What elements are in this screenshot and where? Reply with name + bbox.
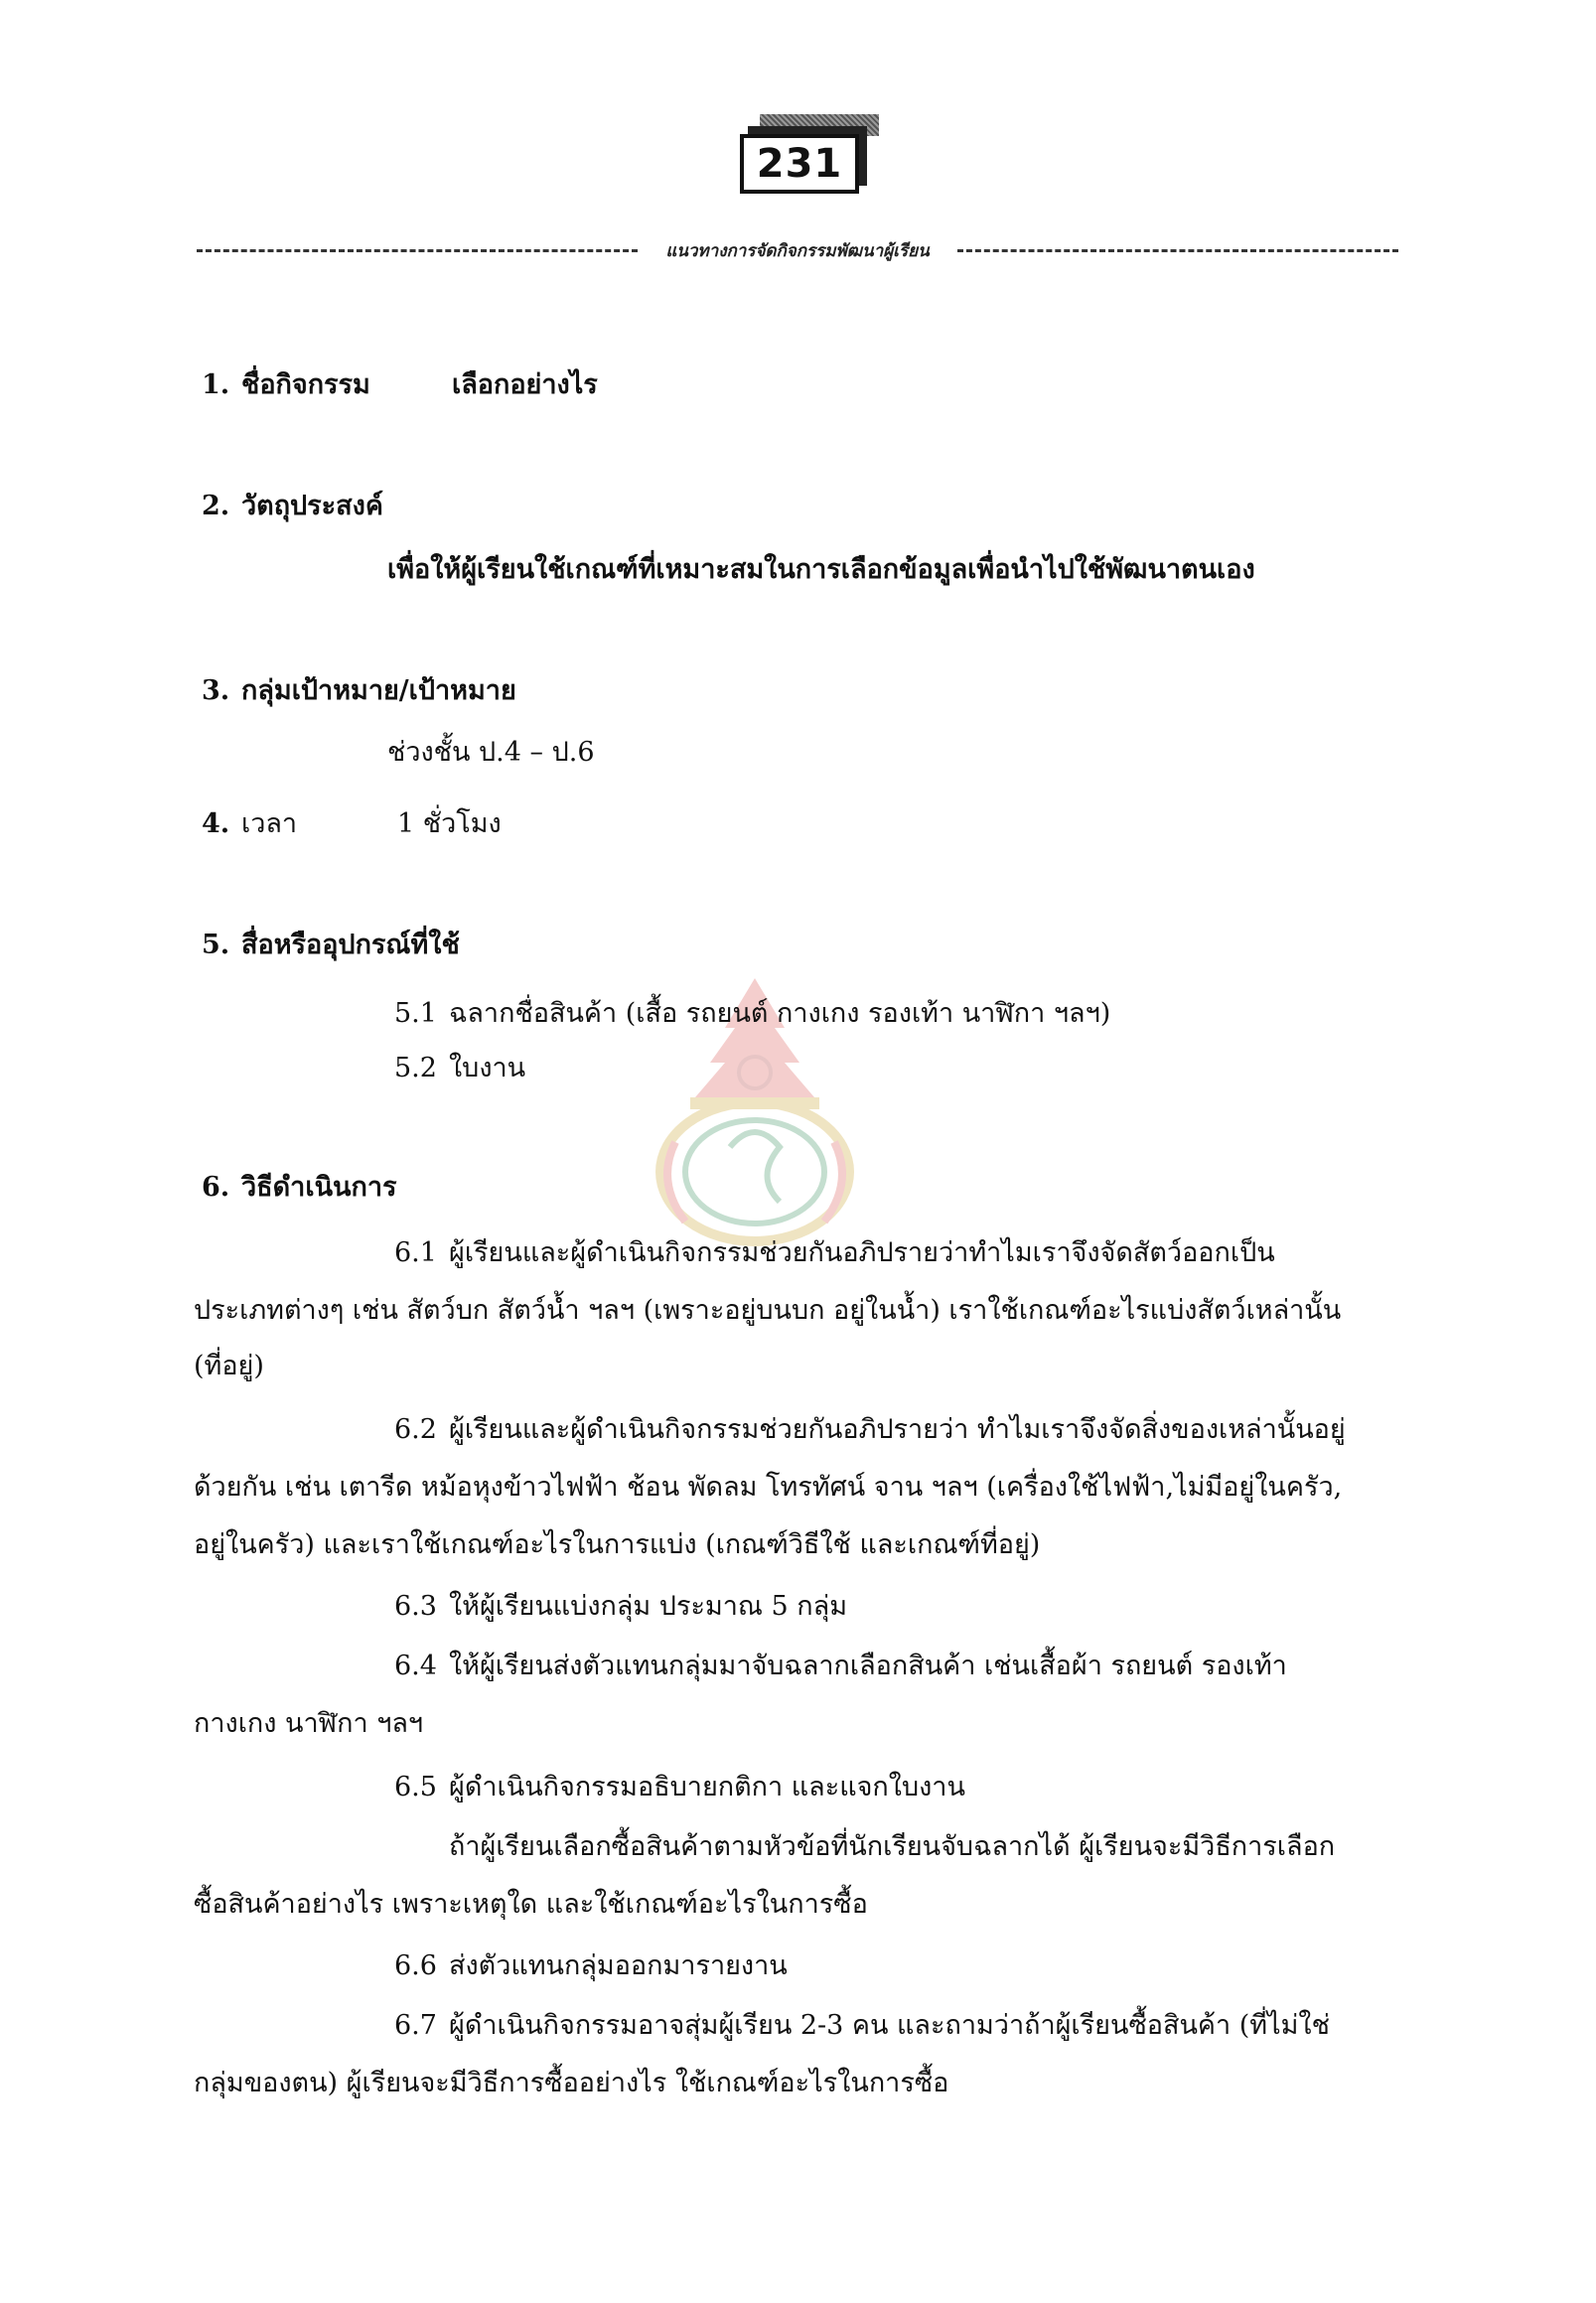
step-number: 6.1 [394, 1237, 437, 1268]
step-6-4-line-2: กางเกง นาฬิกา ฯลฯ [194, 1708, 424, 1739]
step-number: 6.7 [394, 2010, 437, 2041]
page-number-shadow [760, 114, 879, 136]
material-item-text: ฉลากชื่อสินค้า (เสื้อ รถยนต์ กางเกง รองเท้า นาฬิกา ฯลฯ) [449, 998, 1111, 1029]
section-1-heading [202, 367, 370, 403]
running-header [197, 238, 1398, 262]
step-number: 6.6 [394, 1950, 437, 1981]
material-item-text: ใบงาน [449, 1053, 526, 1083]
duration-value: 1 ชั่วโมง [397, 808, 502, 839]
step-text: ผู้ดำเนินกิจกรรมอธิบายกติกา และแจกใบงาน [449, 1772, 965, 1802]
section-6-label: วิธีดำเนินการ [241, 1172, 397, 1203]
activity-name: เลือกอย่างไร [452, 369, 598, 400]
material-item-number: 5.2 [394, 1053, 437, 1083]
material-item [394, 1051, 525, 1086]
page-number: 231 [740, 134, 859, 194]
step-number: 6.4 [394, 1651, 437, 1681]
section-6-number: 6. [202, 1172, 230, 1203]
header-dash-left [197, 249, 638, 252]
step-6-5-line-1 [394, 1770, 965, 1805]
section-3-number: 3. [202, 675, 230, 706]
step-6-6-line-1 [394, 1948, 788, 1984]
running-title: แนวทางการจัดกิจกรรมพัฒนาผู้เรียน [665, 240, 930, 261]
step-6-5-line-2: ถ้าผู้เรียนเลือกซื้อสินค้าตามหัวข้อที่นักเรียนจับฉลากได้ ผู้เรียนจะมีวิธีการเลือก [449, 1831, 1336, 1862]
section-4-heading [202, 806, 297, 842]
objective-text: เพื่อให้ผู้เรียนใช้เกณฑ์ที่เหมาะสมในการเลือกข้อมูลเพื่อนำไปใช้พัฒนาตนเอง [387, 554, 1255, 585]
step-6-1-line-1 [394, 1235, 1275, 1271]
material-item-number: 5.1 [394, 998, 437, 1029]
step-number: 6.3 [394, 1591, 437, 1622]
step-6-4-line-1 [394, 1649, 1287, 1684]
section-1-number: 1. [202, 369, 230, 400]
target-group-text: ช่วงชั้น ป.4 – ป.6 [387, 737, 595, 768]
step-6-1-line-3: (ที่อยู่) [194, 1351, 264, 1381]
section-4-label: เวลา [241, 808, 298, 839]
section-3-heading [202, 673, 516, 709]
step-text: ให้ผู้เรียนส่งตัวแทนกลุ่มมาจับฉลากเลือกสินค้า เช่นเสื้อผ้า รถยนต์ รองเท้า [449, 1651, 1287, 1681]
step-6-7-line-2: กลุ่มของตน) ผู้เรียนจะมีวิธีการซื้ออย่างไร ใช้เกณฑ์อะไรในการซื้อ [194, 2068, 949, 2098]
step-6-2-line-2: ด้วยกัน เช่น เตารีด หม้อหุงข้าวไฟฟ้า ช้อน พัดลม โทรทัศน์ จาน ฯลฯ (เครื่องใช้ไฟฟ้า,ไม่มีอยู่ในครัว, [194, 1472, 1343, 1503]
step-text: ผู้ดำเนินกิจกรรมอาจสุ่มผู้เรียน 2-3 คน และถามว่าถ้าผู้เรียนซื้อสินค้า (ที่ไม่ใช่ [449, 2010, 1330, 2041]
step-text: ให้ผู้เรียนแบ่งกลุ่ม ประมาณ 5 กลุ่ม [449, 1591, 847, 1622]
step-6-5-line-3: ซื้อสินค้าอย่างไร เพราะเหตุใด และใช้เกณฑ์อะไรในการซื้อ [194, 1889, 868, 1920]
section-5-label: สื่อหรืออุปกรณ์ที่ใช้ [241, 930, 460, 960]
step-number: 6.5 [394, 1772, 437, 1802]
step-text: ส่งตัวแทนกลุ่มออกมารายงาน [449, 1950, 788, 1981]
step-6-1-line-2: ประเภทต่างๆ เช่น สัตว์บก สัตว์น้ำ ฯลฯ (เพราะอยู่บนบก อยู่ในน้ำ) เราใช้เกณฑ์อะไรแบ่งสัตว์เหล่านั้น [194, 1295, 1342, 1326]
section-4-number: 4. [202, 808, 230, 839]
section-2-label: วัตถุประสงค์ [241, 491, 383, 521]
step-6-7-line-1 [394, 2008, 1330, 2044]
section-5-number: 5. [202, 930, 230, 960]
step-number: 6.2 [394, 1414, 437, 1445]
step-6-2-line-1 [394, 1412, 1346, 1448]
step-6-2-line-3: อยู่ในครัว) และเราใช้เกณฑ์อะไรในการแบ่ง (เกณฑ์วิธีใช้ และเกณฑ์ที่อยู่) [194, 1529, 1041, 1560]
step-text: ผู้เรียนและผู้ดำเนินกิจกรรมช่วยกันอภิปรายว่า ทำไมเราจึงจัดสิ่งของเหล่านั้นอยู่ [449, 1414, 1346, 1445]
material-item [394, 996, 1110, 1032]
section-5-heading [202, 928, 460, 963]
section-3-label: กลุ่มเป้าหมาย/เป้าหมาย [241, 675, 516, 706]
section-2-heading [202, 489, 383, 524]
section-1-label: ชื่อกิจกรรม [241, 369, 370, 400]
section-2-number: 2. [202, 491, 230, 521]
step-6-3-line-1 [394, 1589, 847, 1625]
header-dash-right [957, 249, 1398, 252]
step-text: ผู้เรียนและผู้ดำเนินกิจกรรมช่วยกันอภิปรายว่าทำไมเราจึงจัดสัตว์ออกเป็น [449, 1237, 1275, 1268]
section-6-heading [202, 1170, 397, 1206]
